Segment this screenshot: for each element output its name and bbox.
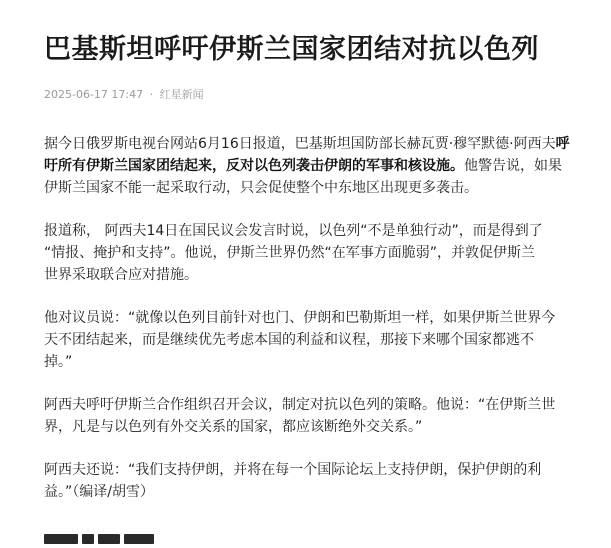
publish-date: 2025-06-17 17:47 [44,88,144,101]
article-paragraph-5 [44,459,592,503]
paragraph-line [44,220,592,242]
article-paragraph-1 [44,133,592,199]
meta-separator: · [149,88,154,101]
paragraph-line [44,394,592,416]
paragraph-line [44,481,592,503]
text: 阿西夫呼吁伊斯兰合作组织召开会议，制定对抗以色列的策略。他说：“在伊斯兰世 [44,397,556,413]
paragraph-line [44,177,592,199]
text: “情报、掩护和支持”。他说，伊斯兰世界仍然“在军事方面脆弱”，并敦促伊斯兰 [44,245,536,261]
text: 益。”（编译/胡雪） [44,484,154,500]
article-source: 红星新闻 [159,88,204,101]
article-paragraph-3 [44,307,592,373]
article-title: 巴基斯坦呼吁伊斯兰国家团结对抗以色列 [44,34,539,65]
paragraph-line [44,416,592,438]
text: 界，凡是与以色列有外交关系的国家，都应该断绝外交关系。” [44,419,423,435]
bold-text: 呼 [555,136,570,152]
bold-text: 吁所有伊斯兰国家团结起来，反对以色列袭击伊朗的军事和核设施。 [44,158,464,174]
paragraph-line [44,459,592,481]
paragraph-line [44,133,592,155]
article-meta [44,88,204,102]
text: 他警告说，如果 [464,158,562,174]
paragraph-line [44,264,592,286]
paragraph-line [44,307,592,329]
paragraph-line [44,351,592,373]
paragraph-line [44,155,592,177]
paragraph-line [44,329,592,351]
text: 掉。” [44,354,73,370]
text: 阿西夫还说：“我们支持伊朗，并将在每一个国际论坛上支持伊朗，保护伊朗的利 [44,462,542,478]
text: 据今日俄罗斯电视台网站6月16日报道，巴基斯坦国防部长赫瓦贾·穆罕默德·阿西夫 [44,136,556,152]
article-paragraph-4 [44,394,592,438]
text: 天不团结起来，而是继续优先考虑本国的利益和议程，那接下来哪个国家都逃不 [44,332,534,348]
text: 报道称， 阿西夫14日在国民议会发言时说，以色列“不是单独行动”，而是得到了 [44,223,543,239]
text: 伊斯兰国家不能一起采取行动，只会促使整个中东地区出现更多袭击。 [44,180,478,196]
text: 世界采取联合应对措施。 [44,267,198,283]
paragraph-line [44,242,592,264]
text: 他对议员说：“就像以色列目前针对也门、伊朗和巴勒斯坦一样，如果伊斯兰世界今 [44,310,556,326]
truncated-next-line [44,528,604,548]
article-paragraph-2 [44,220,592,286]
